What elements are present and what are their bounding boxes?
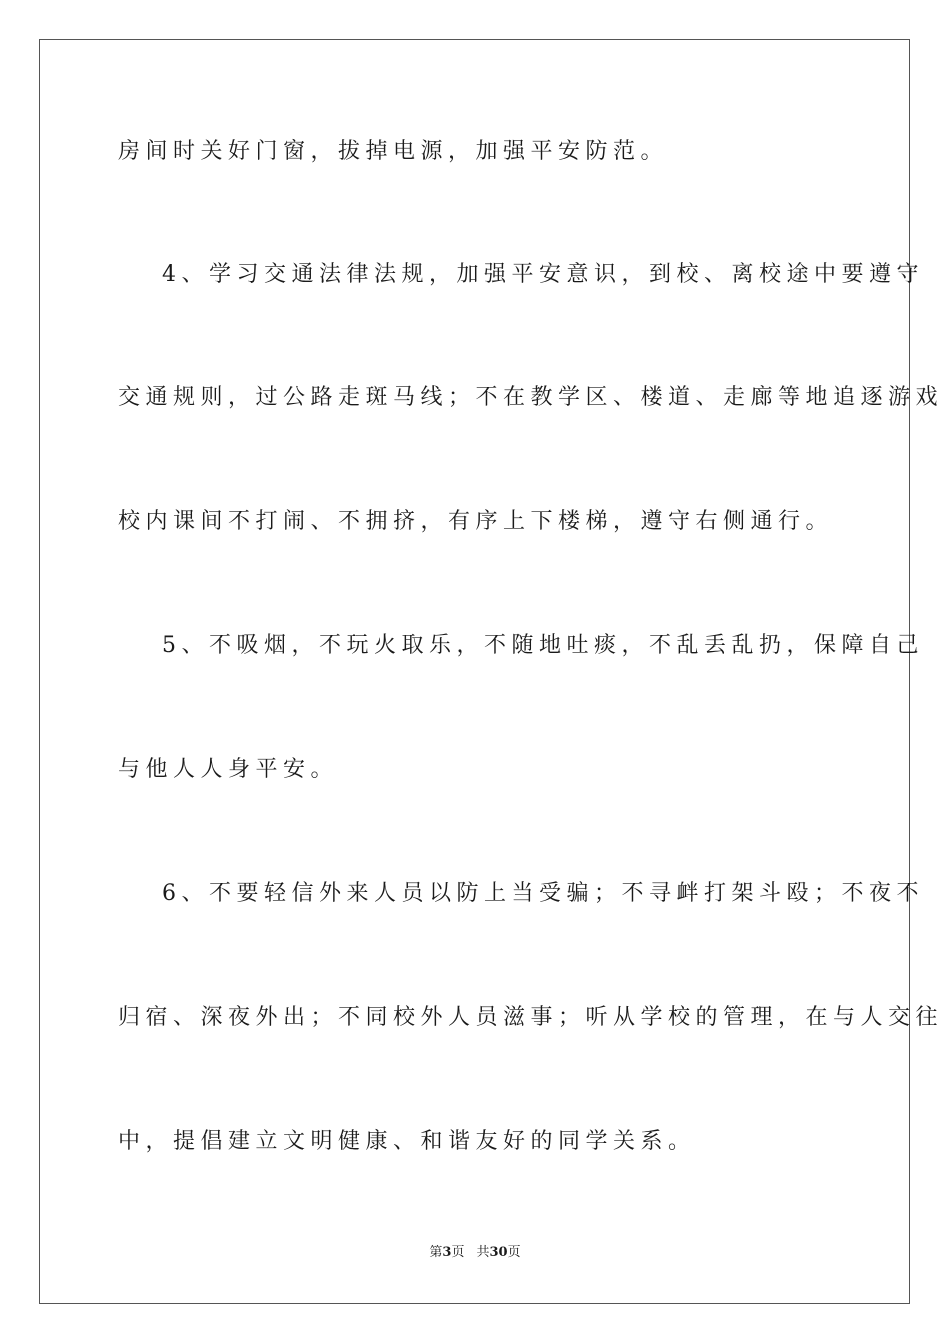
paragraph-line: 6、不要轻信外来人员以防上当受骗；不寻衅打架斗殴；不夜不: [162, 881, 924, 906]
paragraph-line: 交通规则，过公路走斑马线；不在教学区、楼道、走廊等地追逐游戏: [118, 385, 944, 410]
page-footer: [0, 1244, 950, 1262]
paragraph-line: 房间时关好门窗，拔掉电源，加强平安防范。: [118, 139, 669, 164]
paragraph-line: 校内课间不打闹、不拥挤，有序上下楼梯，遵守右侧通行。: [118, 509, 834, 534]
total-prefix: 共: [476, 1245, 490, 1260]
total-pages: 30: [489, 1245, 508, 1260]
paragraph-line: 中，提倡建立文明健康、和谐友好的同学关系。: [118, 1129, 696, 1154]
page-number: 3: [442, 1245, 452, 1260]
page-prefix: 第: [429, 1245, 443, 1260]
paragraph-line: 5、不吸烟，不玩火取乐，不随地吐痰，不乱丢乱扔，保障自己: [162, 633, 924, 658]
paragraph-line: 与他人人身平安。: [118, 757, 339, 782]
paragraph-line: 4、学习交通法律法规，加强平安意识，到校、离校途中要遵守: [162, 262, 924, 287]
total-suffix: 页: [507, 1245, 521, 1260]
page-frame: [39, 39, 944, 1304]
page-suffix: 页: [451, 1245, 465, 1260]
paragraph-line: 归宿、深夜外出；不同校外人员滋事；听从学校的管理，在与人交往: [118, 1005, 944, 1030]
